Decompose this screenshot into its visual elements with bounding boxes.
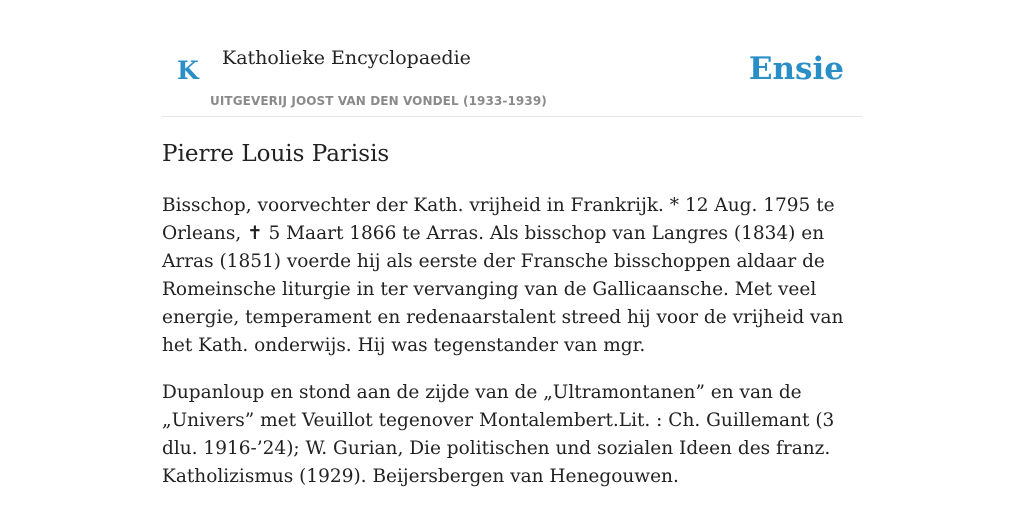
- ensie-brand-link[interactable]: Ensie: [748, 51, 844, 87]
- publisher-label: UITGEVERIJ JOOST VAN DEN VONDEL (1933-1939): [210, 94, 547, 108]
- encyclopedia-title: Katholieke Encyclopaedie: [222, 47, 471, 69]
- encyclopedia-logo-link[interactable]: K: [177, 56, 199, 85]
- article-title: Pierre Louis Parisis: [162, 141, 390, 167]
- article-paragraph: Dupanloup en stond aan de zijde van de „Ultramontanen” en van de „Univers” met Veuillot tegenover Montalembert.Lit. : Ch. Guillemant (3 dlu. 1916-’24); W. Gurian, Die politischen und sozialen Ideen des franz. Katholizismus (1929). Beijersbergen van Henegouwen.: [162, 382, 835, 487]
- article-paragraph: Bisschop, voorvechter der Kath. vrijheid in Frankrijk. * 12 Aug. 1795 te Orleans, ✝ 5 Maart 1866 te Arras. Als bisschop van Langres (1834) en Arras (1851) voerde hij als eerste der Fransche bisschoppen aldaar de Romeinsche liturgie in ter vervanging van de Gallicaansche. Met veel energie, temperament en redenaarstalent streed hij voor de vrijheid van het Kath. onderwijs. Hij was tegenstander van mgr.: [162, 195, 844, 356]
- site-header: [162, 0, 862, 117]
- article-body: [162, 192, 862, 510]
